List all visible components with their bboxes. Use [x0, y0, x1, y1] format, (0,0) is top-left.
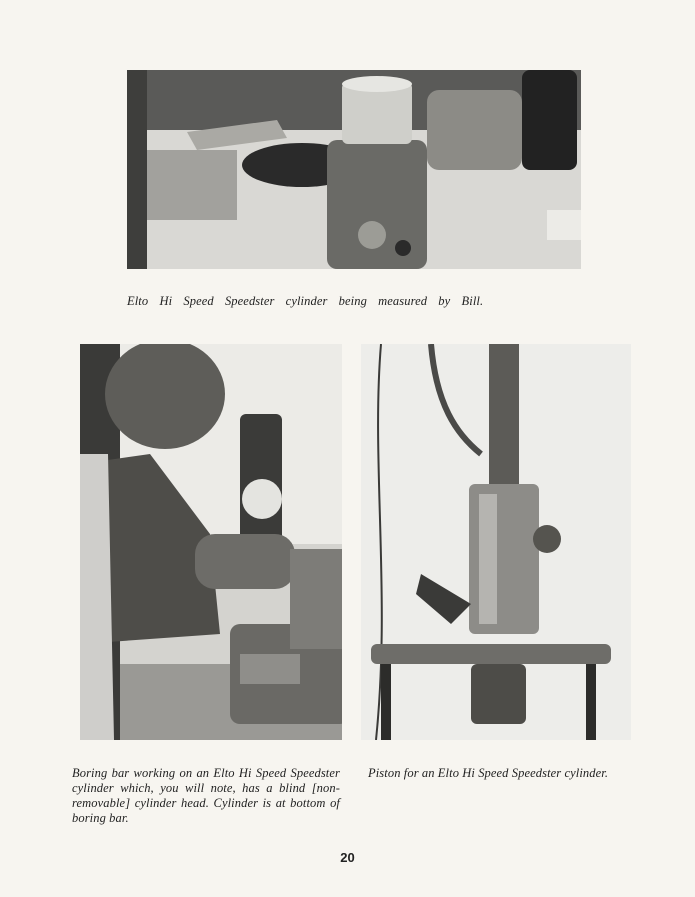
photo-piston	[361, 344, 631, 740]
page-number: 20	[340, 850, 355, 865]
caption-cylinder-measured: Elto Hi Speed Speedster cylinder being measured by Bill.	[127, 294, 484, 308]
photo-boring-bar	[80, 344, 342, 740]
photo-piston-image	[361, 344, 631, 740]
photo-cylinder-measured	[127, 70, 581, 269]
caption-piston: Piston for an Elto Hi Speed Speedster cylinder.	[368, 766, 609, 780]
photo-boring-bar-image	[80, 344, 342, 740]
photo-cylinder-measured-image	[127, 70, 581, 269]
caption-boring-bar: Boring bar working on an Elto Hi Speed Speedster cylinder which, you will note, has a blind [non-removable] cylinder head. Cylinder is at bottom of boring bar.	[72, 766, 340, 825]
